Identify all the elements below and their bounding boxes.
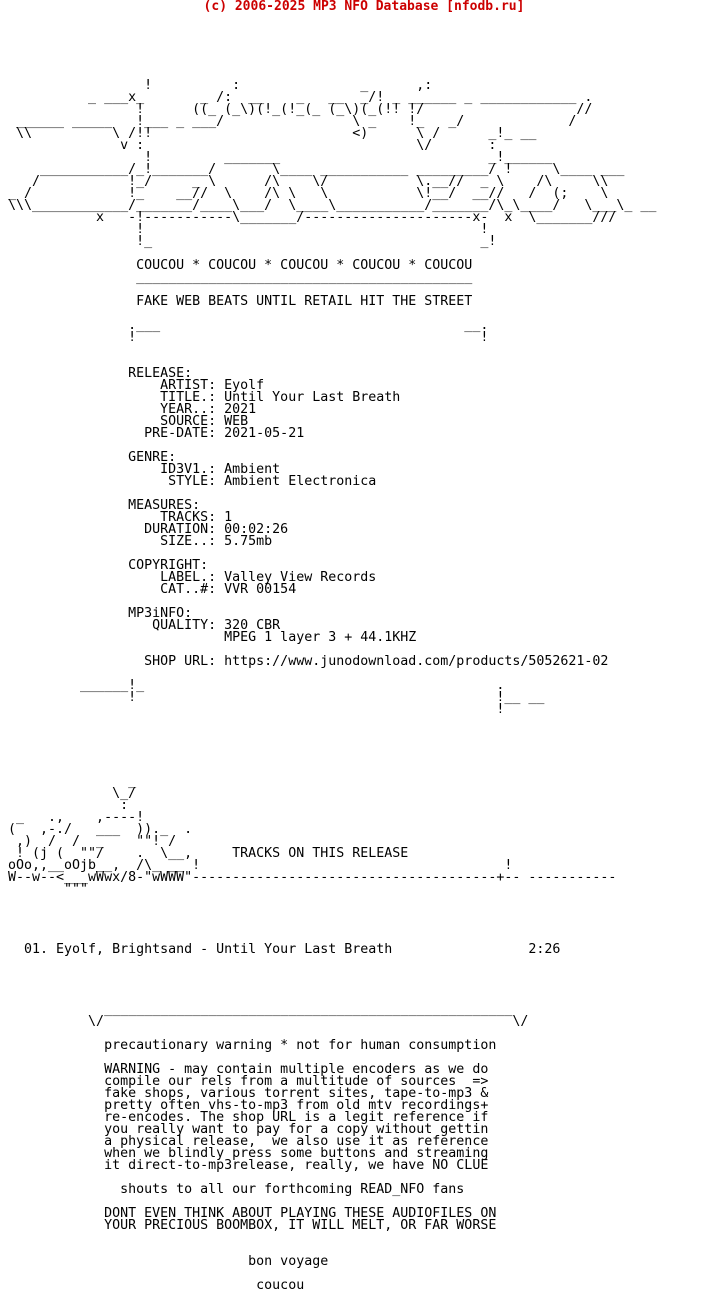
nfo-line: _ — [8, 774, 137, 789]
nfo-line: COUCOU * COUCOU * COUCOU * COUCOU * COUCOU — [8, 258, 473, 273]
nfo-line: _ ., ,----! — [8, 810, 145, 825]
nfo-line: \_/ — [8, 786, 137, 801]
nfo-line: """ — [8, 882, 89, 897]
nfo-line: / !_/ _ \ /\ \/ \.__// _ \ /\ \\ — [8, 174, 609, 189]
nfo-line: it direct-to-mp3release, really, we have NO CLUE — [8, 1158, 489, 1173]
nfo-line: __________________________________________ — [8, 270, 473, 285]
nfo-line: ARTIST: Eyolf — [8, 378, 265, 393]
nfo-line: ! !__ __ — [8, 690, 545, 705]
nfo-line: LABEL.: Valley View Records — [8, 570, 377, 585]
nfo-line: when we blindly press some buttons and streaming — [8, 1146, 489, 1161]
nfo-line: QUALITY: 320 CBR — [8, 618, 281, 633]
nfo-line: precautionary warning * not for human consumption — [8, 1038, 497, 1053]
nfo-text-block — [8, 20, 656, 1292]
nfo-line: fake shops, various torrent sites, tape-to-mp3 & — [8, 1086, 489, 1101]
nfo-line: ! ! — [8, 222, 489, 237]
nfo-line: ___________/_!_______/ \____ ___________ _________/ ! \____ ___ — [8, 162, 625, 177]
nfo-line: .___ __. — [8, 318, 489, 333]
nfo-line — [8, 908, 656, 920]
nfo-line: CAT..#: VVR 00154 — [8, 582, 297, 597]
nfo-line — [8, 728, 656, 740]
nfo-line: a physical release, we also use it as reference — [8, 1134, 489, 1149]
nfo-line — [8, 44, 656, 56]
nfo-line: STYLE: Ambient Electronica — [8, 474, 377, 489]
nfo-line — [8, 740, 656, 752]
nfo-line: YEAR..: 2021 — [8, 402, 257, 417]
nfo-line: : — [8, 798, 129, 813]
nfo-line: WARNING - may contain multiple encoders as we do — [8, 1062, 489, 1077]
nfo-line: TITLE.: Until Your Last Breath — [8, 390, 401, 405]
nfo-line: compile our rels from a multitude of sources => — [8, 1074, 489, 1089]
nfo-line — [8, 752, 656, 764]
nfo-line: DONT EVEN THINK ABOUT PLAYING THESE AUDIOFILES ON — [8, 1206, 497, 1221]
nfo-line: MEASURES: — [8, 498, 201, 513]
nfo-line: ! : _ ,: — [8, 78, 505, 93]
nfo-line: ( ,-./ ___ ))._ . — [8, 822, 193, 837]
nfo-line: ! ! — [8, 330, 489, 345]
nfo-line: coucou — [8, 1278, 305, 1293]
nfo-line: COPYRIGHT: — [8, 558, 209, 573]
nfo-line — [8, 32, 656, 44]
nfo-line — [8, 1232, 656, 1244]
nfo-line: you really want to pay for a copy without gettin — [8, 1122, 489, 1137]
nfo-line: RELEASE: — [8, 366, 193, 381]
nfo-line: TRACKS: 1 — [8, 510, 233, 525]
nfo-line: ! _______ _!______ — [8, 150, 553, 165]
nfo-line: ! ((_ (_\)(!_(!_(_ (_\)(_(!! !/ // — [8, 102, 593, 117]
nfo-line: bon voyage — [8, 1254, 329, 1269]
nfo-line: oOo,,__oOjb__, /\_ __ ! ! — [8, 858, 513, 873]
nfo-line: ID3V1.: Ambient — [8, 462, 281, 477]
site-header-text: (c) 2006-2025 MP3 NFO Database [nfodb.ru] — [203, 0, 525, 14]
nfo-line: GENRE: — [8, 450, 177, 465]
nfo-line — [8, 920, 656, 932]
nfo-line — [8, 896, 656, 908]
nfo-line: SHOP URL: https://www.junodownload.com/products/5052621-02 — [8, 654, 609, 669]
nfo-line: MPEG 1 layer 3 + 44.1KHZ — [8, 630, 417, 645]
nfo-line: DURATION: 00:02:26 — [8, 522, 289, 537]
nfo-line: ___________________________________________________ — [8, 1002, 513, 1017]
nfo-line: shouts to all our forthcoming READ_NFO fans — [8, 1182, 465, 1197]
nfo-line: FAKE WEB BEATS UNTIL RETAIL HIT THE STREET — [8, 294, 473, 309]
nfo-line: ______!_ . — [8, 678, 505, 693]
nfo-line — [8, 344, 656, 356]
nfo-line: _ / !_ __// \ /\ \ \ \!__/ __// / (; \ — [8, 186, 609, 201]
nfo-line: MP3iNFO: — [8, 606, 193, 621]
nfo-line: \\ \ /!! <) \ / _!_ __ — [8, 126, 537, 141]
nfo-line — [8, 980, 656, 992]
nfo-line — [8, 968, 656, 980]
nfo-line: !_ _! — [8, 234, 497, 249]
nfo-line: v : \/ : — [8, 138, 497, 153]
nfo-line — [8, 20, 656, 32]
nfo-line: \\\____________/_______/____\___/ \____\___________/_______/\_\____/ \___\_ __ — [8, 198, 657, 213]
nfo-line: SOURCE: WEB — [8, 414, 249, 429]
nfo-line: x -!-----------\_______/---------------------x- x \_______/// — [8, 210, 617, 225]
nfo-line: re-encodes. The shop URL is a legit reference if — [8, 1110, 489, 1125]
nfo-line — [8, 956, 656, 968]
nfo-line: ! — [8, 702, 505, 717]
nfo-line: pretty often vhs-to-mp3 from old mtv recordings+ — [8, 1098, 489, 1113]
nfo-line: SIZE..: 5.75mb — [8, 534, 273, 549]
nfo-line: ______ _____ !___ _ ___/ \ _ !_ _/ / — [8, 114, 577, 129]
nfo-line: 01. Eyolf, Brightsand - Until Your Last Breath 2:26 — [8, 942, 561, 957]
nfo-line: PRE-DATE: 2021-05-21 — [8, 426, 305, 441]
nfo-line: ! (j ( ""/ . \__, TRACKS ON THIS RELEASE — [8, 846, 409, 861]
nfo-line: _ ___x_ _ /: __ _ __ _/! _ ______ _ ____________ . — [8, 90, 593, 105]
nfo-line: \/ \/ — [8, 1014, 529, 1029]
site-header — [0, 0, 728, 14]
nfo-line: YOUR PRECIOUS BOOMBOX, IT WILL MELT, OR FAR WORSE — [8, 1218, 497, 1233]
nfo-line — [8, 716, 656, 728]
nfo-line: W--w--<___wWwx/8-"wWWW"--------------------------------------+-- ----------- — [8, 870, 617, 885]
nfo-line: ,) / / _ ""! / — [8, 834, 177, 849]
